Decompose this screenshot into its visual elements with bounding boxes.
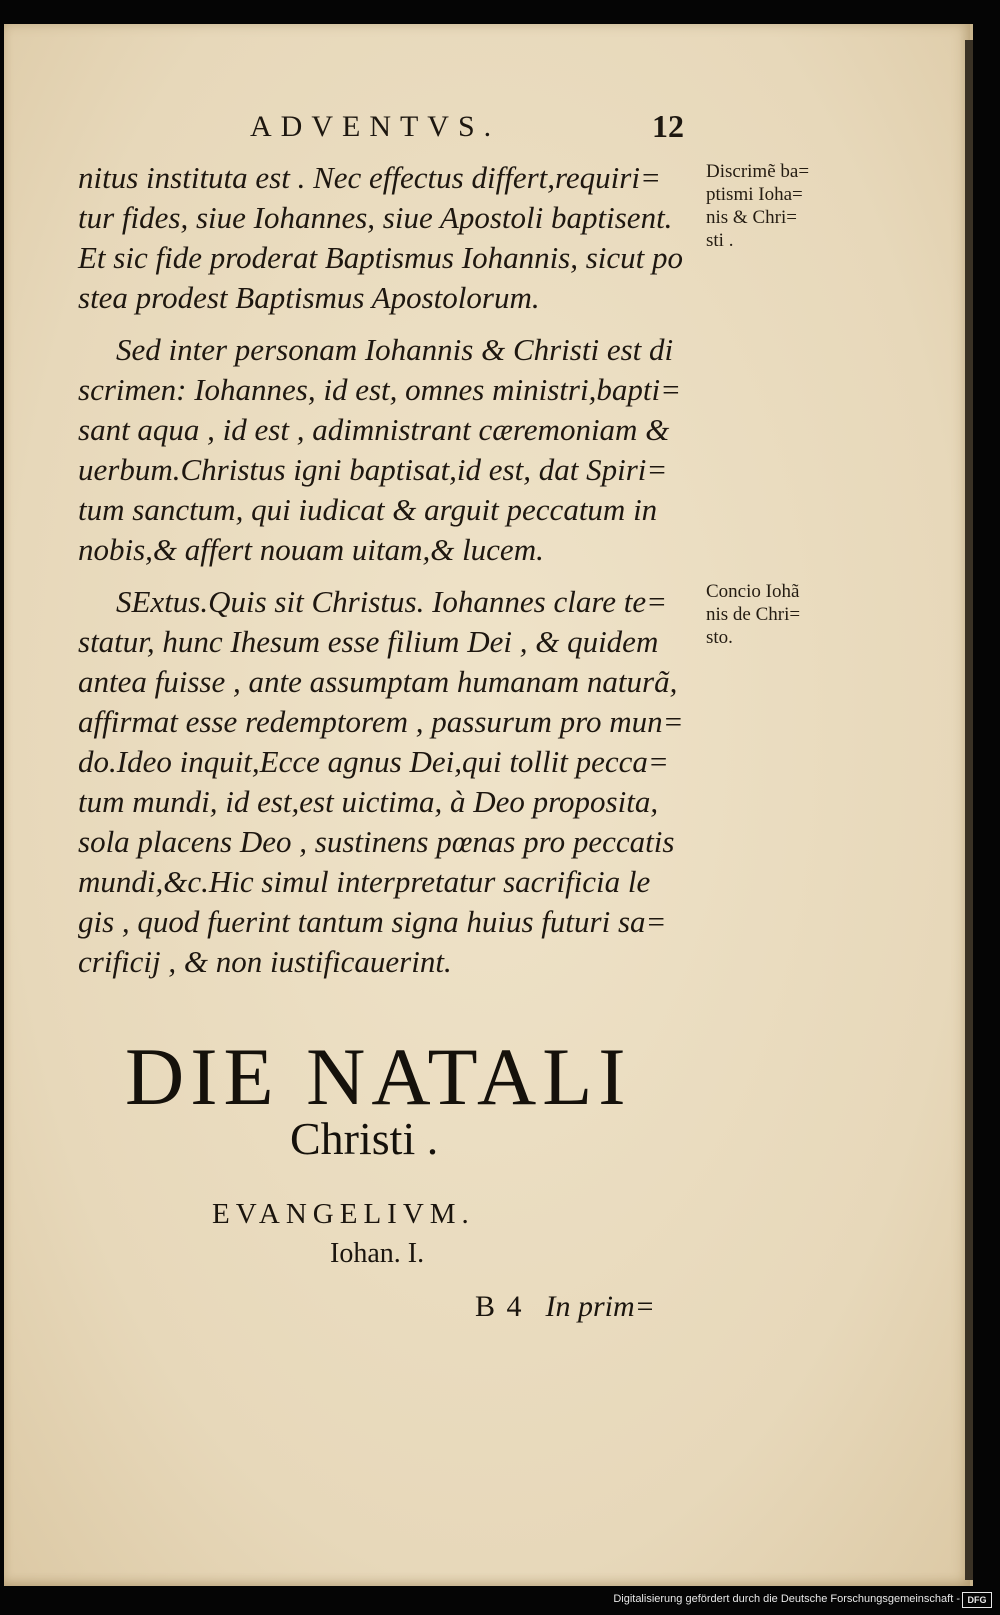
text-line: statur, hunc Ihesum esse filium Dei , & quidem (78, 624, 659, 659)
catchword: In prim= (545, 1290, 655, 1323)
margin-note-line: ptismi Ioha= (706, 184, 803, 205)
page-number: 12 (652, 108, 684, 144)
margin-note-line: nis de Chri= (706, 604, 801, 625)
section-subtitle: Christi . (290, 1113, 439, 1164)
text-line: tur fides, siue Iohannes, siue Apostoli baptisent. (78, 200, 673, 235)
margin-note-line: Concio Iohã (706, 581, 800, 602)
text-line: sant aqua , id est , adimnistrant cæremoniam & (78, 412, 670, 447)
running-title: ADVENTVS. (250, 110, 501, 143)
text-line: nobis,& affert nouam uitam,& lucem. (78, 532, 544, 567)
margin-note-line: Discrimẽ ba= (706, 161, 810, 182)
main-text (78, 158, 698, 982)
margin-note-line: sti . (706, 230, 734, 251)
signature-mark (475, 1290, 655, 1324)
text-line: antea fuisse , ante assumptam humanam naturã, (78, 664, 678, 699)
margin-note-line: nis & Chri= (706, 207, 797, 228)
text-line: do.Ideo inquit,Ecce agnus Dei,qui tollit pecca= (78, 744, 669, 779)
page-edge (965, 40, 973, 1580)
margin-note-line: sto. (706, 627, 733, 648)
text-line: uerbum.Christus igni baptisat,id est, dat Spiri= (78, 452, 668, 487)
text-line: scrimen: Iohannes, id est, omnes ministri,bapti= (78, 372, 681, 407)
text-line: crificij , & non iustificauerint. (78, 944, 452, 979)
text-line: Sed inter personam Iohannis & Christi est di (116, 332, 674, 367)
text-line: affirmat esse redemptorem , passurum pro mun= (78, 704, 684, 739)
signature: B 4 (475, 1290, 524, 1323)
text-line: tum sanctum, qui iudicat & arguit peccatum in (78, 492, 658, 527)
text-line: gis , quod fuerint tantum signa huius futuri sa= (78, 904, 667, 939)
text-line: Et sic fide proderat Baptismus Iohannis, sicut po (78, 240, 684, 275)
margin-note-concio (706, 580, 856, 649)
text-line: stea prodest Baptismus Apostolorum. (78, 280, 540, 315)
gospel-reference: Iohan. I. (330, 1238, 425, 1269)
text-line: mundi,&c.Hic simul interpretatur sacrificia le (78, 864, 651, 899)
gospel-label: EVANGELIVM. (212, 1198, 475, 1230)
section-title: DIE NATALI (125, 1031, 632, 1122)
dfg-logo-icon: DFG (962, 1592, 992, 1608)
text-line: nitus instituta est . Nec effectus differt,requiri= (78, 160, 661, 195)
text-line: SExtus.Quis sit Christus. Iohannes clare te= (116, 584, 668, 619)
margin-note-discrimen (706, 160, 856, 252)
digitization-credit: Digitalisierung gefördert durch die Deutsche Forschungsgemeinschaft - (613, 1593, 960, 1605)
text-line: tum mundi, id est,est uictima, à Deo proposita, (78, 784, 659, 819)
text-line: sola placens Deo , sustinens pœnas pro peccatis (78, 824, 675, 859)
